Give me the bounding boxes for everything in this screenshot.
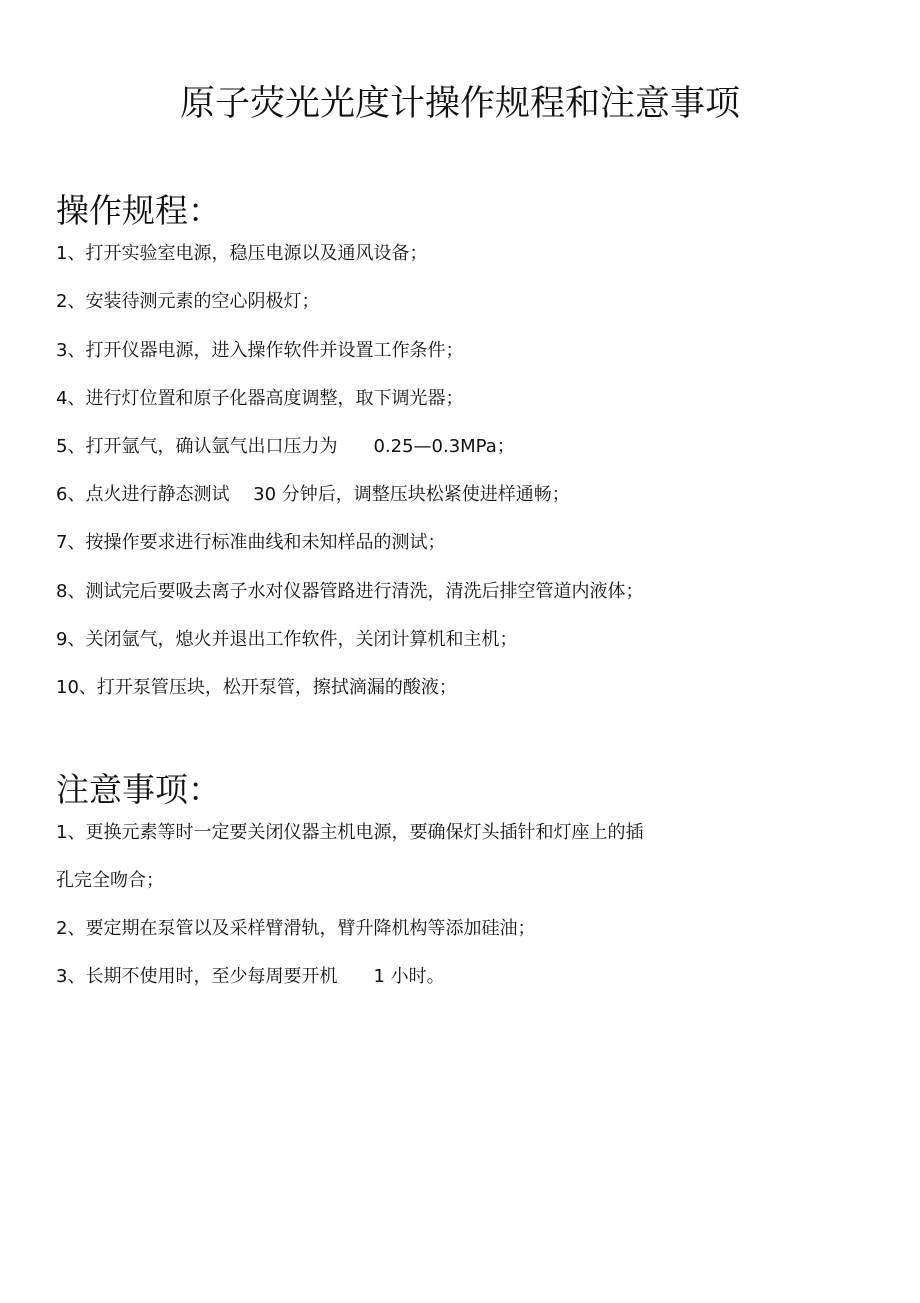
note-item-2: 2、要定期在泵管以及采样臂滑轨，臂升降机构等添加硅油； (56, 918, 536, 939)
operation-step-3: 3、打开仪器电源，进入操作软件并设置工作条件； (56, 340, 464, 361)
notes-heading: 注意事项： (56, 770, 221, 809)
note-item-3: 3、长期不使用时，至少每周要开机 1 小时。 (56, 966, 445, 987)
operation-step-8: 8、测试完后要吸去离子水对仪器管路进行清洗，清洗后排空管道内液体； (56, 581, 644, 602)
operation-step-1: 1、打开实验室电源，稳压电源以及通风设备； (56, 243, 428, 264)
operation-step-4: 4、进行灯位置和原子化器高度调整，取下调光器； (56, 388, 464, 409)
document-title: 原子荧光光度计操作规程和注意事项 (179, 84, 740, 124)
note-item-1: 1、更换元素等时一定要关闭仪器主机电源，要确保灯头插针和灯座上的插 (56, 822, 644, 843)
operation-step-5: 5、打开氩气，确认氩气出口压力为 0.25—0.3MPa； (56, 436, 515, 457)
operation-step-9: 9、关闭氩气，熄火并退出工作软件，关闭计算机和主机； (56, 629, 518, 650)
operation-step-10: 10、打开泵管压块，松开泵管，擦拭滴漏的酸液； (56, 677, 457, 698)
operation-step-2: 2、安装待测元素的空心阴极灯； (56, 291, 320, 312)
note-item-1-continued: 孔完全吻合； (56, 870, 164, 891)
operation-step-7: 7、按操作要求进行标准曲线和未知样品的测试； (56, 532, 446, 553)
operation-step-6: 6、点火进行静态测试 30 分钟后，调整压块松紧使进样通畅； (56, 484, 570, 505)
operation-heading: 操作规程： (56, 191, 221, 230)
